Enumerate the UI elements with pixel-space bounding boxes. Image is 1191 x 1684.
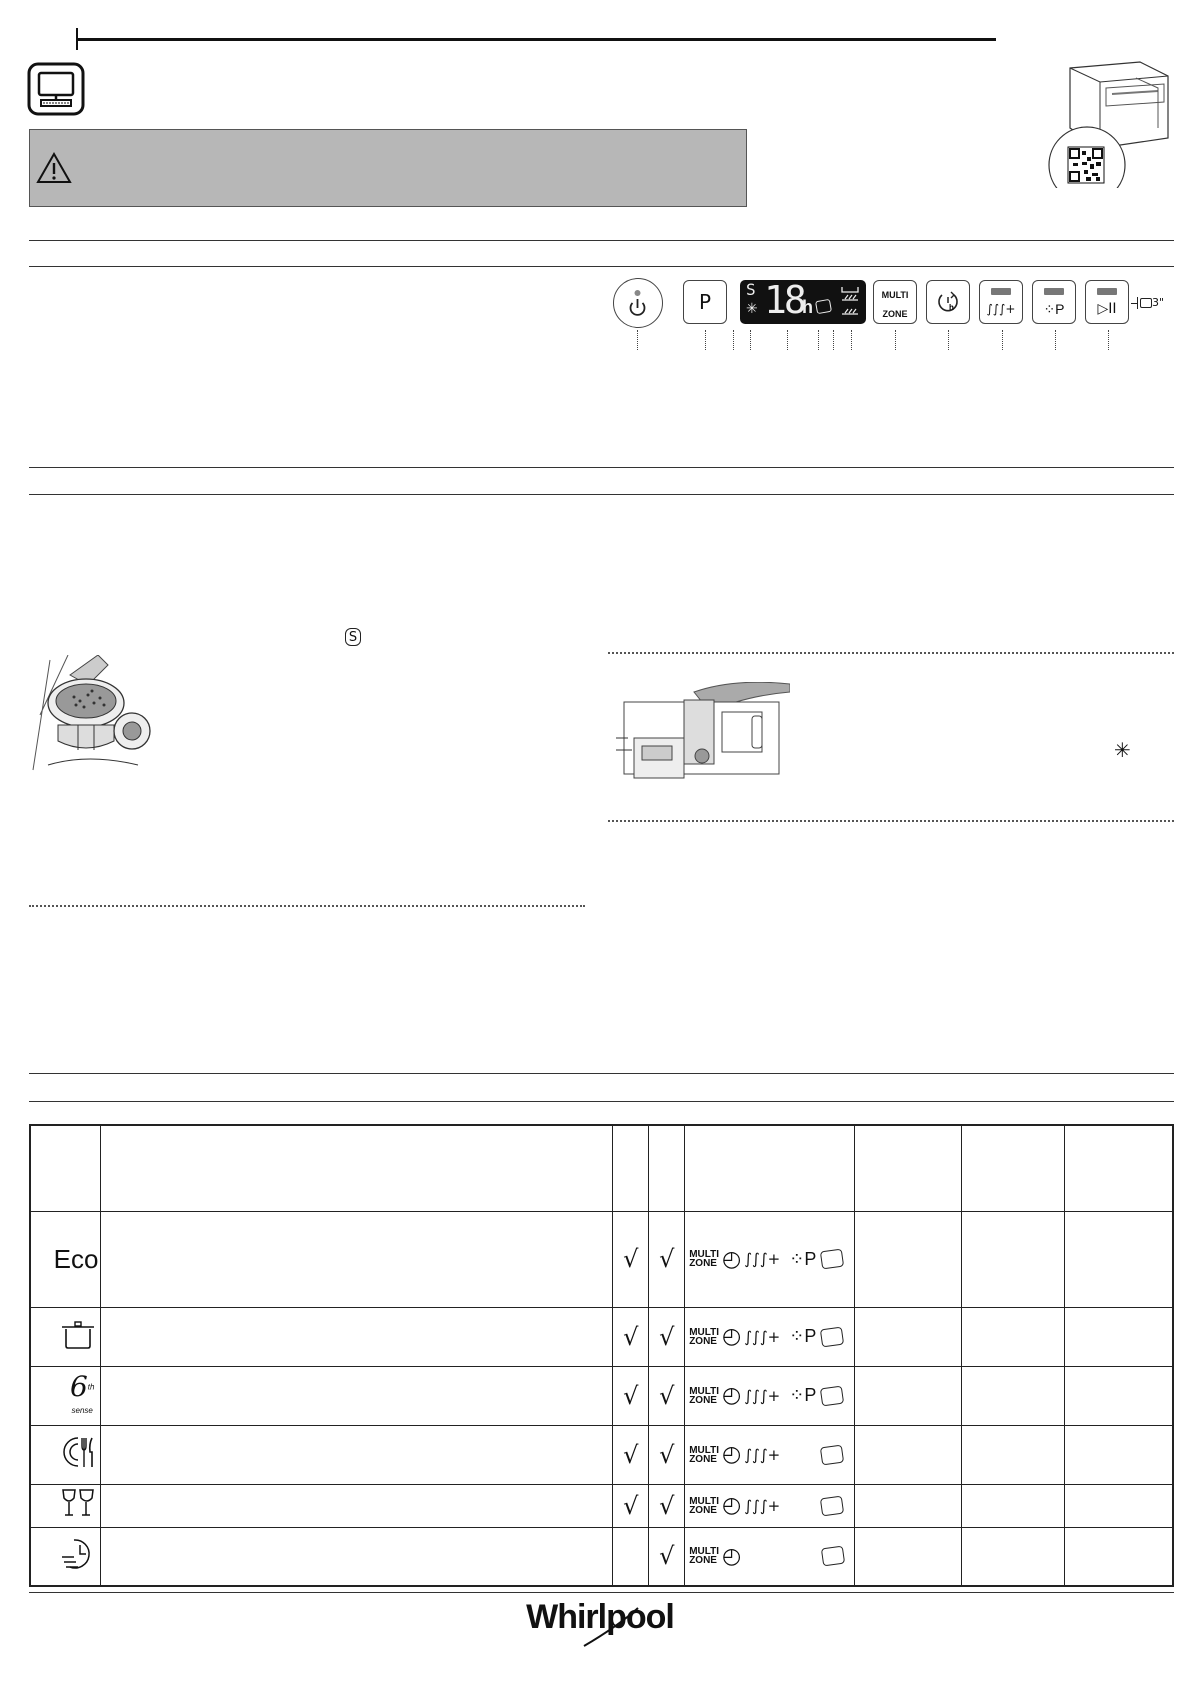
program-label: P (698, 290, 712, 314)
data-cell (855, 1211, 962, 1307)
power-clean-button[interactable] (1032, 280, 1076, 324)
delay-icon: ◴ (722, 1493, 742, 1518)
callout-tick (833, 330, 834, 350)
power-clean-icon: ⁘P (1043, 300, 1065, 317)
data-cell (961, 1211, 1064, 1307)
table-header-cell (685, 1125, 855, 1211)
program-description (101, 1484, 613, 1527)
eco-text: Eco (53, 1243, 99, 1274)
data-cell (961, 1484, 1064, 1527)
warning-box (29, 129, 747, 207)
multizone-label: MULTI ZONE (881, 290, 909, 319)
svg-text:h: h (949, 303, 954, 312)
table-header-cell (649, 1125, 685, 1211)
options-cell (685, 1211, 855, 1307)
table-header-cell (1064, 1125, 1173, 1211)
tablet-icon (820, 1326, 844, 1347)
delay-icon: ◴ (722, 1543, 742, 1569)
multizone-icon: MULTI ZONE (689, 1444, 720, 1465)
footer-rule (29, 1592, 1174, 1593)
multizone-icon: MULTI ZONE (689, 1495, 720, 1516)
program-description (101, 1527, 613, 1586)
table-row (30, 1484, 1173, 1527)
multizone-icon: MULTI ZONE (689, 1249, 720, 1269)
delay-icon: ◴ (722, 1442, 742, 1467)
program-description (101, 1211, 613, 1307)
section-rule (29, 1073, 1174, 1074)
program-icon-cell (30, 1211, 101, 1307)
section-rule (29, 1101, 1174, 1102)
display-panel (740, 280, 866, 324)
check-cell: √ (649, 1425, 685, 1484)
tablet-icon (1140, 298, 1152, 308)
extra-dry-icon: ∫∫∫+ (744, 1496, 781, 1515)
power-clean-icon: ⁘P (789, 1248, 817, 1269)
power-icon (614, 279, 661, 326)
data-cell (855, 1484, 962, 1527)
callout-tick (818, 330, 819, 350)
display-digits: 18 (764, 278, 804, 322)
multizone-icon: MULTI ZONE (689, 1546, 720, 1567)
table-header-cell (613, 1125, 649, 1211)
extra-dry-icon: ∫∫∫+ (744, 1445, 781, 1464)
multizone-icon: MULTI ZONE (689, 1326, 720, 1347)
options-icons (685, 1544, 854, 1569)
power-button[interactable] (613, 278, 663, 328)
table-header-cell (961, 1125, 1064, 1211)
extra-dry-button[interactable] (979, 280, 1023, 324)
section-rule (29, 266, 1174, 267)
brand-logo: Whirlpool (520, 1598, 680, 1650)
power-clean-led (1044, 288, 1064, 295)
extra-dry-icon: ∫∫∫+ (744, 1327, 781, 1346)
warning-triangle-icon (36, 152, 72, 189)
delay-icon: ◴ (722, 1246, 742, 1272)
callout-tick (1108, 330, 1109, 350)
pot-icon (60, 1318, 96, 1350)
start-pause-led (1097, 288, 1117, 295)
table-header-cell (855, 1125, 962, 1211)
data-cell (855, 1307, 962, 1366)
tablet-icon (821, 1546, 845, 1567)
callout-tick (1002, 330, 1003, 350)
table-header-cell (101, 1125, 613, 1211)
options-icons (685, 1324, 854, 1349)
options-cell (685, 1527, 855, 1586)
options-icons (685, 1493, 854, 1518)
options-cell (685, 1425, 855, 1484)
rinse-aid-symbol: ✳ (1114, 738, 1131, 762)
check-cell: √ (613, 1425, 649, 1484)
data-cell (1064, 1307, 1173, 1366)
tablet-icon (820, 1444, 844, 1465)
table-row (30, 1425, 1173, 1484)
program-description (101, 1366, 613, 1425)
detergent-dispenser-illustration (614, 682, 790, 788)
monitor-icon (27, 62, 85, 116)
salt-indicator: S (746, 280, 756, 299)
programs-table (29, 1124, 1174, 1587)
data-cell (1064, 1211, 1173, 1307)
salt-reservoir-illustration (28, 655, 158, 775)
callout-tick (895, 330, 896, 350)
check-cell: √ (613, 1366, 649, 1425)
data-cell (1064, 1366, 1173, 1425)
extra-dry-icon: ∫∫∫+ (744, 1386, 781, 1405)
display-unit: h (802, 297, 813, 317)
extra-dry-icon: ∫∫∫+ (744, 1250, 781, 1268)
table-header-row (30, 1125, 1173, 1211)
options-icons (685, 1247, 854, 1272)
dotted-separator (29, 905, 585, 907)
check-cell: √ (613, 1307, 649, 1366)
program-button[interactable] (683, 280, 727, 324)
callout-tick (948, 330, 949, 350)
data-cell (961, 1307, 1064, 1366)
section-rule (29, 240, 1174, 241)
check-cell: √ (649, 1307, 685, 1366)
options-cell (685, 1484, 855, 1527)
delay-icon: ◴ (722, 1383, 742, 1408)
check-cell: √ (649, 1211, 685, 1307)
callout-tick (750, 330, 751, 350)
callout-tick (637, 330, 638, 350)
callout-tick (787, 330, 788, 350)
dotted-separator (608, 652, 1174, 654)
brand-swoosh (578, 1606, 648, 1650)
table-row (30, 1211, 1173, 1307)
quick-wash-icon (60, 1537, 96, 1571)
table-row (30, 1366, 1173, 1425)
data-cell (1064, 1425, 1173, 1484)
callout-tick (733, 330, 734, 350)
callout-tick (851, 330, 852, 350)
delay-icon: ◴ (722, 1324, 742, 1349)
check-cell: √ (613, 1211, 649, 1307)
data-cell (1064, 1484, 1173, 1527)
options-cell (685, 1307, 855, 1366)
program-icon-cell (30, 1425, 101, 1484)
extra-dry-led (991, 288, 1011, 295)
extra-dry-icon: ∫∫∫+ (986, 302, 1016, 316)
tablet-icon (820, 1495, 844, 1516)
start-pause-button[interactable] (1085, 280, 1129, 324)
options-icons (685, 1383, 854, 1408)
program-icon-cell (30, 1307, 101, 1366)
table-header-cell (30, 1125, 101, 1211)
check-cell: √ (613, 1484, 649, 1527)
program-icon-cell (30, 1366, 101, 1425)
check-cell (613, 1527, 649, 1586)
options-icons (685, 1442, 854, 1467)
section-rule (29, 494, 1174, 495)
program-description (101, 1307, 613, 1366)
delay-button[interactable] (926, 280, 970, 324)
data-cell (855, 1366, 962, 1425)
program-description (101, 1425, 613, 1484)
data-cell (1064, 1527, 1173, 1586)
tablet-icon (820, 1249, 844, 1270)
tablet-indicator-icon (815, 299, 832, 314)
multizone-button[interactable] (873, 280, 917, 324)
tablet-hold-indicator: 3" (1131, 296, 1164, 309)
callout-tick (1055, 330, 1056, 350)
top-rule (76, 38, 996, 41)
rinse-aid-indicator: ✳ (746, 300, 758, 316)
data-cell (855, 1425, 962, 1484)
table-row (30, 1307, 1173, 1366)
tablet-icon (820, 1385, 844, 1406)
data-cell (961, 1425, 1064, 1484)
program-icon-cell (30, 1484, 101, 1527)
check-cell: √ (649, 1366, 685, 1425)
check-cell: √ (649, 1527, 685, 1586)
data-cell (961, 1366, 1064, 1425)
options-cell (685, 1366, 855, 1425)
dotted-separator (608, 820, 1174, 822)
data-cell (855, 1527, 962, 1586)
load-indicator-icon (840, 284, 860, 320)
salt-symbol: S (345, 628, 361, 646)
table-row (30, 1527, 1173, 1586)
daily-plate-cutlery-icon (62, 1434, 96, 1470)
glass-icon (60, 1488, 96, 1518)
dishwasher-qr-code-icon (1040, 58, 1180, 188)
check-cell: √ (649, 1484, 685, 1527)
power-clean-icon: ⁘P (789, 1385, 817, 1405)
delay-clock-icon (936, 290, 960, 314)
data-cell (961, 1527, 1064, 1586)
section-rule (29, 467, 1174, 468)
callout-tick (705, 330, 706, 350)
multizone-icon: MULTI ZONE (689, 1385, 720, 1406)
program-icon-cell (30, 1527, 101, 1586)
start-pause-icon: ▷II (1097, 301, 1117, 317)
power-clean-icon: ⁘P (789, 1326, 817, 1346)
6th-sense-icon: 6th sense (69, 1370, 95, 1415)
